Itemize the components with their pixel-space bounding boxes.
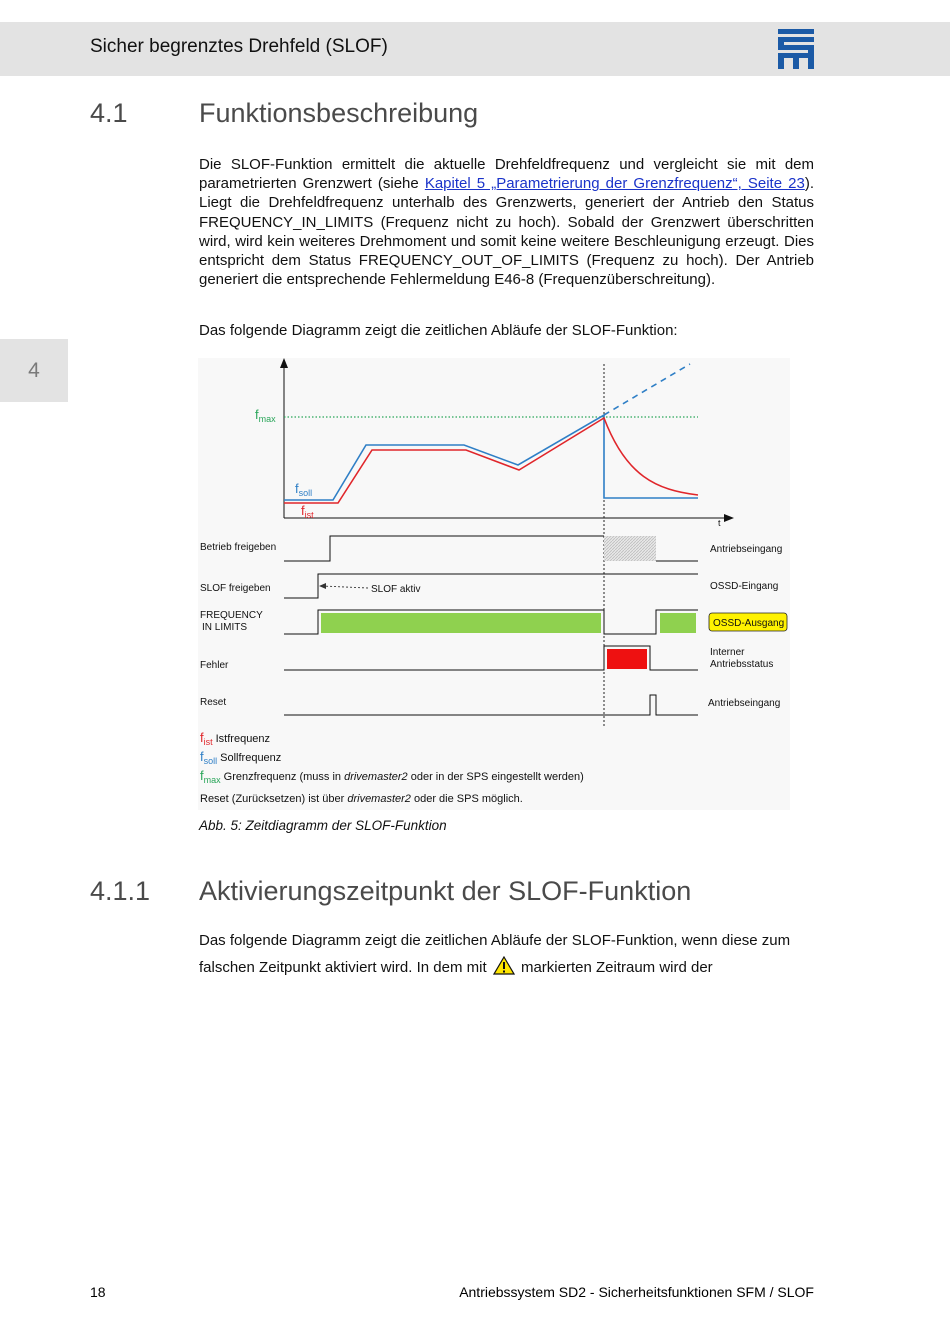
page-number: 18	[90, 1284, 106, 1300]
hatched-region	[604, 536, 656, 561]
fehler-block	[607, 649, 647, 669]
legend-ist: $f_{ist}$ Istfrequenz	[200, 730, 271, 747]
section-paragraph-2: Das folgende Diagramm zeigt die zeitlichen Abläufe der SLOF-Funktion:	[199, 322, 678, 339]
legend-max: $f_{max}$ Grenzfrequenz (muss in drivemaster2 oder in der SPS eingestellt werden)	[200, 768, 584, 785]
right-label-interner-1: Interner	[710, 647, 745, 658]
frequency-in-limits-block-2	[660, 613, 696, 633]
para1-text-b: ). Liegt die Drehfeldfrequenz unterhalb des Grenzwerts, generiert der Antrieb den Status FREQUENCY_IN_LIMITS (Frequenz nicht zu hoch). Sobald der Grenzwert überschritten wird, wird kein weiteres Drehmoment und somit keine weitere Beschleunigung erzeugt. Dies entspricht dem Status FREQUENCY_OUT_OF_LIMITS (Frequenz zu hoch). Der Antrieb generiert die entsprechende Fehlermeldung E46-8 (Frequenzüberschreitung).	[199, 175, 814, 289]
footer-doc-title: Antriebssystem SD2 - Sicherheitsfunktionen SFM / SLOF	[459, 1284, 814, 1300]
frequency-in-limits-block	[321, 613, 601, 633]
slof-timing-diagram	[198, 358, 790, 810]
legend-soll: $f_{soll}$ Sollfrequenz	[200, 749, 282, 766]
company-logo-icon	[778, 29, 814, 69]
right-label-ossd-eingang: OSSD-Eingang	[710, 581, 779, 592]
header-title: Sicher begrenztes Drehfeld (SLOF)	[90, 36, 388, 57]
subsection-title: Aktivierungszeitpunkt der SLOF-Funktion	[199, 876, 692, 906]
para1-text-a: Die SLOF-Funktion ermittelt die aktuelle Drehfeldfrequenz und vergleicht sie mit dem parametrierten Grenzwert (siehe	[199, 156, 814, 193]
fist-label: $f_{ist}$	[301, 503, 314, 520]
figure-caption: Abb. 5: Zeitdiagramm der SLOF-Funktion	[199, 818, 447, 833]
chapter-5-link[interactable]: Kapitel 5 „Parametrierung der Grenzfrequenz“, Seite 23	[424, 175, 805, 193]
chapter-number: 4	[28, 358, 40, 382]
slof-aktiv-label: SLOF aktiv	[371, 584, 421, 595]
fsoll-label: $f_{soll}$	[295, 481, 313, 498]
right-label-interner-2: Antriebsstatus	[710, 659, 774, 670]
subsection-text-b: markierten Zeitraum wird der	[520, 959, 713, 976]
subsection-text-a: Das folgende Diagramm zeigt die zeitlichen Abläufe der SLOF-Funktion, wenn diese zum falschen Zeitpunkt aktiviert wird. In dem mit	[199, 932, 791, 976]
row-label-reset: Reset	[200, 697, 227, 708]
section-number: 4.1	[90, 98, 128, 128]
row-label-slof: SLOF freigeben	[200, 583, 271, 594]
subsection-number: 4.1.1	[90, 876, 151, 906]
right-label-antriebseingang-2: Antriebseingang	[708, 698, 781, 709]
row-label-betrieb: Betrieb freigeben	[200, 542, 277, 553]
row-label-freq-2: IN LIMITS	[202, 622, 248, 633]
x-axis-label: t	[718, 518, 721, 528]
warning-icon	[493, 956, 515, 975]
right-label-ossd-ausgang: OSSD-Ausgang	[713, 618, 785, 629]
subsection-paragraph	[199, 927, 814, 981]
legend-reset: Reset (Zurücksetzen) ist über drivemaster2 oder die SPS möglich.	[200, 793, 523, 805]
section-title: Funktionsbeschreibung	[199, 98, 479, 128]
diagram-background	[198, 358, 790, 810]
section-paragraph-1	[199, 155, 814, 289]
row-label-freq-1: FREQUENCY	[200, 610, 263, 621]
row-label-fehler: Fehler	[200, 660, 229, 671]
fmax-label: $f_{max}$	[255, 407, 276, 424]
chapter-tab	[0, 339, 68, 402]
right-label-antriebseingang: Antriebseingang	[710, 544, 783, 555]
